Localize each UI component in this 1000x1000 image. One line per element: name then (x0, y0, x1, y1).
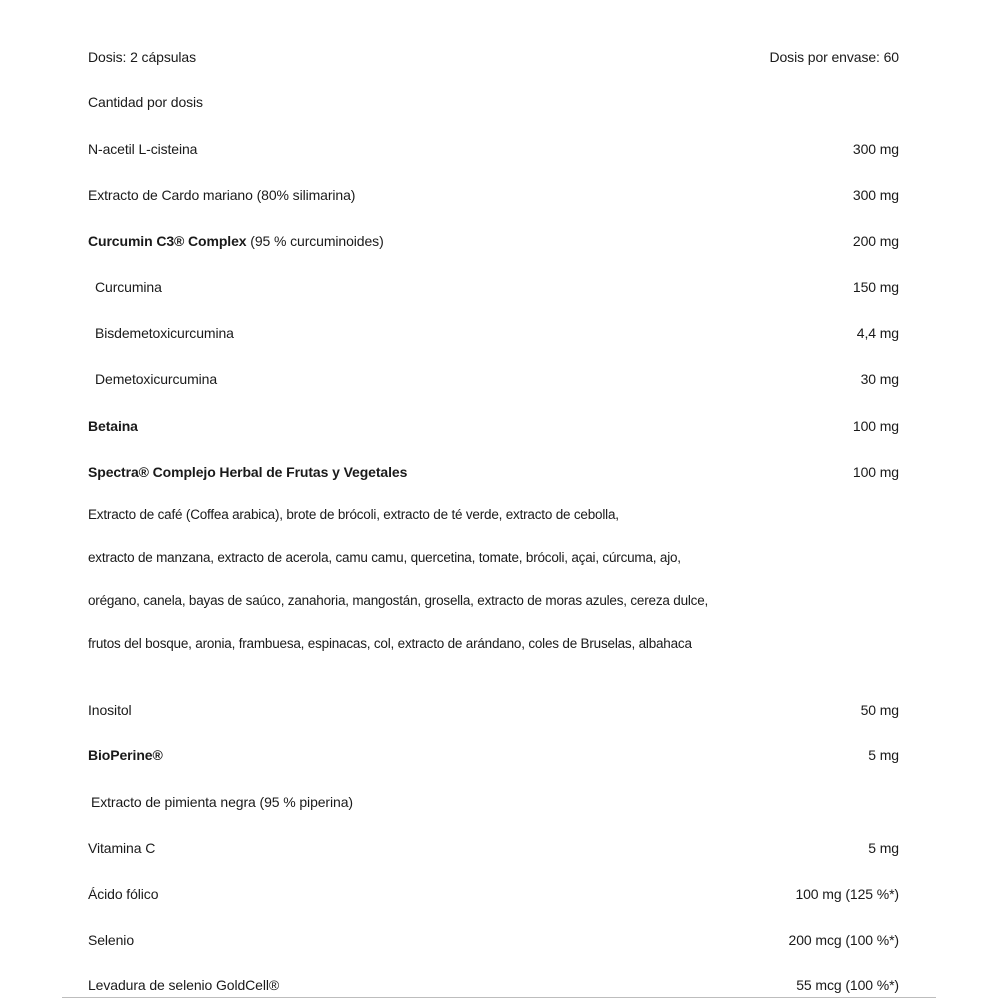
ingredient-amount: 100 mg (852, 418, 899, 434)
ingredient-name: Ácido fólico (88, 886, 159, 902)
spectra-description-line: Extracto de café (Coffea arabica), brote de brócoli, extracto de té verde, extracto de cebolla, (88, 507, 619, 522)
ingredient-row (88, 928, 899, 952)
ingredient-amount: 100 mg (852, 464, 899, 480)
spectra-description-line: frutos del bosque, aronia, frambuesa, espinacas, col, extracto de arándano, coles de Bruselas, albahaca (88, 636, 692, 651)
ingredient-row (88, 836, 899, 860)
ingredient-row (88, 183, 899, 207)
sub-ingredient-row (88, 790, 899, 814)
ingredient-row (88, 137, 899, 161)
ingredient-name: Levadura de selenio GoldCell® (88, 977, 280, 993)
ingredient-amount: 4,4 mg (856, 325, 899, 341)
ingredient-brand-name: Curcumin C3® Complex (88, 233, 247, 249)
ingredient-amount: 5 mg (868, 747, 899, 763)
ingredient-row (88, 743, 899, 767)
ingredient-name-detail: (95 % curcuminoides) (246, 233, 384, 249)
bottom-divider (62, 997, 936, 998)
ingredient-row (88, 973, 899, 997)
ingredient-name: Extracto de Cardo mariano (80% silimarina) (88, 187, 356, 203)
ingredient-amount: 50 mg (860, 702, 899, 718)
spectra-description-line: extracto de manzana, extracto de acerola, camu camu, quercetina, tomate, brócoli, açai, cúrcuma, ajo, (88, 550, 681, 565)
ingredient-amount: 300 mg (852, 187, 899, 203)
ingredient-name: Demetoxicurcumina (95, 371, 218, 387)
amount-per-dose-row (88, 90, 899, 114)
ingredient-name: Spectra® Complejo Herbal de Frutas y Vegetales (88, 464, 408, 480)
ingredient-name (88, 233, 384, 249)
ingredient-row (88, 460, 899, 484)
ingredient-amount: 150 mg (852, 279, 899, 295)
ingredient-name: Selenio (88, 932, 135, 948)
ingredient-amount: 30 mg (860, 371, 899, 387)
header-row (88, 45, 899, 69)
dose-label: Dosis: 2 cápsulas (88, 49, 197, 65)
servings-per-container: Dosis por envase: 60 (769, 49, 899, 65)
ingredient-name: Betaina (88, 418, 138, 434)
ingredient-row (88, 698, 899, 722)
ingredient-name: Inositol (88, 702, 132, 718)
ingredient-amount: 100 mg (125 %*) (795, 886, 899, 902)
amount-per-dose-label: Cantidad por dosis (88, 94, 203, 110)
ingredient-row (88, 414, 899, 438)
sub-ingredient-row (88, 367, 899, 391)
ingredient-amount: 5 mg (868, 840, 899, 856)
ingredient-amount: 300 mg (852, 141, 899, 157)
ingredient-name: Extracto de pimienta negra (95 % piperina) (91, 794, 353, 810)
ingredient-amount: 55 mcg (100 %*) (796, 977, 899, 993)
ingredient-name: Curcumina (95, 279, 162, 295)
ingredient-name: Bisdemetoxicurcumina (95, 325, 234, 341)
spectra-description-line: orégano, canela, bayas de saúco, zanahoria, mangostán, grosella, extracto de moras azules, cereza dulce, (88, 593, 709, 608)
ingredient-name: N-acetil L-cisteina (88, 141, 198, 157)
ingredient-amount: 200 mg (852, 233, 899, 249)
sub-ingredient-row (88, 321, 899, 345)
ingredient-row (88, 229, 899, 253)
ingredient-name: BioPerine® (88, 747, 163, 763)
sub-ingredient-row (88, 275, 899, 299)
ingredient-amount: 200 mcg (100 %*) (788, 932, 899, 948)
ingredient-name: Vitamina C (88, 840, 156, 856)
ingredient-row (88, 882, 899, 906)
